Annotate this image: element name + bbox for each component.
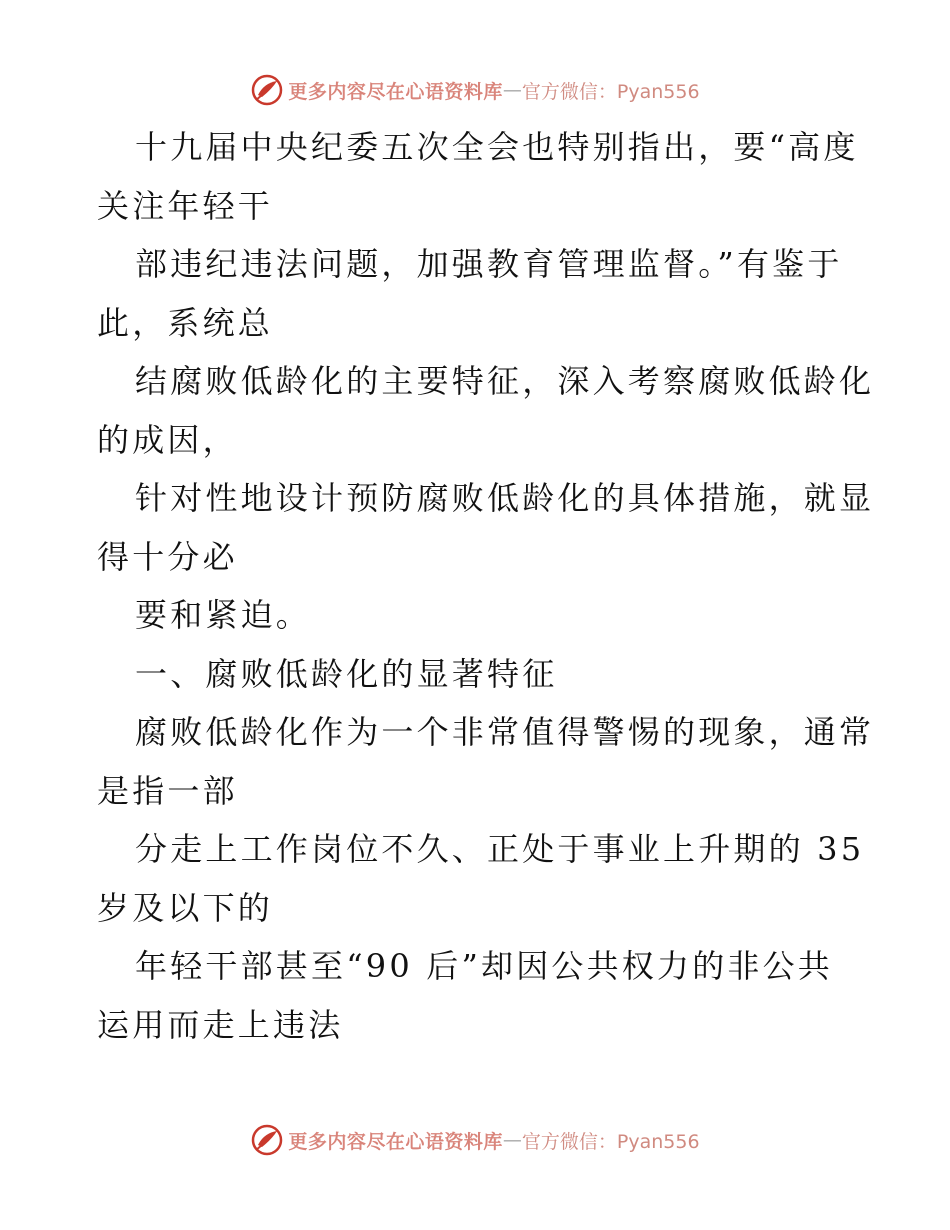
body-line: 分走上工作岗位不久、正处于事业上升期的 35 [135,830,865,868]
body-line: 年轻干部甚至“90 后”却因公共权力的非公共 [135,947,834,985]
watermark-separator: — [502,79,522,101]
body-line: 针对性地设计预防腐败低龄化的具体措施，就显 [135,479,875,517]
watermark-wechat-text: 官方微信：Pyan556 [521,80,700,103]
quill-pen-logo-icon [250,73,284,107]
body-line: 十九届中央纪委五次全会也特别指出，要“高度 [135,128,859,166]
document-body [97,118,875,1054]
watermark-brand-text: 更多内容尽在心语资料库 [288,80,503,103]
body-line: 腐败低龄化作为一个非常值得警惕的现象，通常 [135,713,875,751]
body-line: 是指一部 [97,771,238,810]
header-watermark [0,70,950,110]
section-heading: 一、腐败低龄化的显著特征 [135,654,558,693]
watermark-wechat-text: 官方微信：Pyan556 [521,1130,700,1153]
body-line: 关注年轻干 [97,186,274,225]
body-line: 要和紧迫。 [135,596,312,634]
body-line: 部违纪违法问题，加强教育管理监督。”有鉴于 [135,245,843,283]
body-line: 结腐败低龄化的主要特征，深入考察腐败低龄化 [135,362,875,400]
body-line: 的成因， [97,420,238,459]
watermark-separator: — [502,1129,522,1151]
body-line: 此，系统总 [97,303,274,342]
body-line: 运用而走上违法 [97,1005,344,1044]
footer-watermark [0,1120,950,1160]
body-line: 岁及以下的 [97,888,274,927]
quill-pen-logo-icon [250,1123,284,1157]
watermark-brand-text: 更多内容尽在心语资料库 [288,1130,503,1153]
body-line: 得十分必 [97,537,238,576]
